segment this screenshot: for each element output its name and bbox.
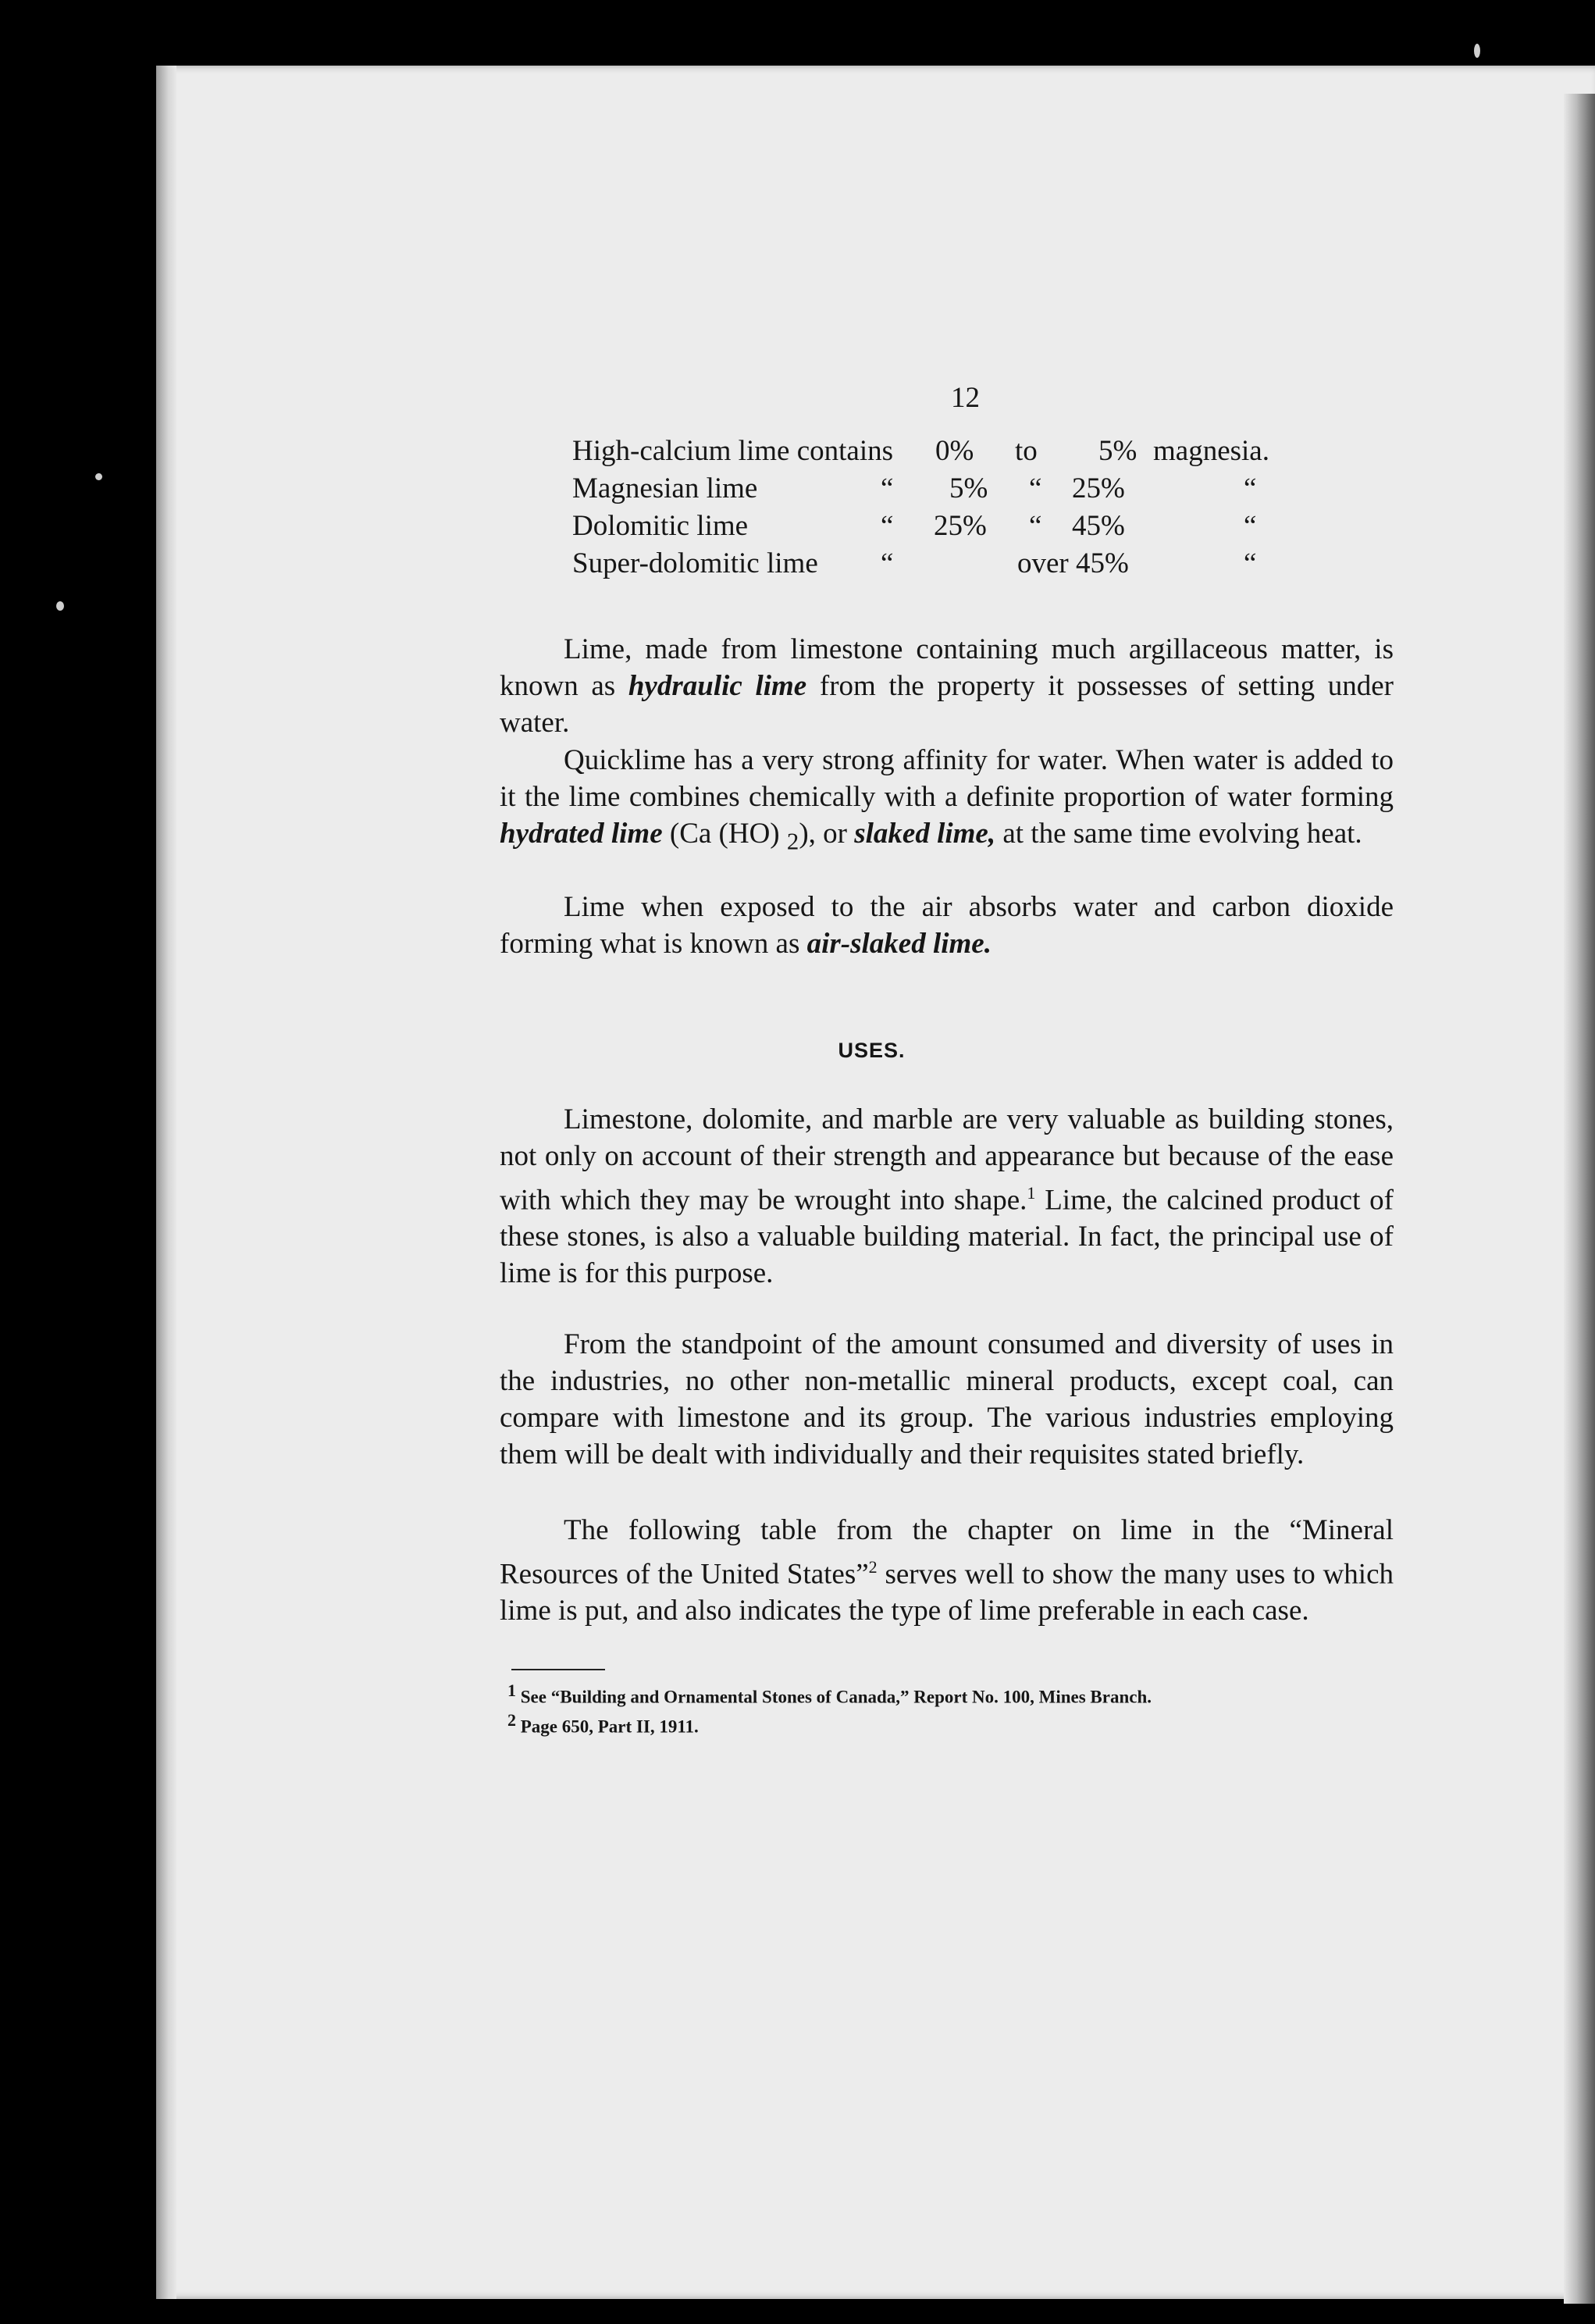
paragraph-text: Lime, made from limestone containing much argillaceous matter, is known as — [500, 633, 1394, 702]
footnote-ref: 2 — [868, 1557, 878, 1577]
footnote-ref: 1 — [1027, 1183, 1036, 1203]
footnote-text: Page 650, Part II, 1911. — [520, 1716, 699, 1737]
magnesia-from: 0% — [935, 435, 974, 467]
magnesia-from: 25% — [934, 510, 987, 542]
magnesia-to: 45% — [1072, 510, 1125, 542]
ditto-mark: “ — [1029, 472, 1042, 504]
page-number: 12 — [951, 382, 980, 414]
lime-type: High-calcium lime contains — [572, 435, 893, 467]
ditto-mark: “ — [881, 547, 894, 579]
italic-term: air-slaked lime. — [806, 928, 992, 960]
section-heading: USES. — [838, 1039, 906, 1062]
scan-speck — [56, 601, 64, 611]
paragraph-text: The following table from the chapter on lime in the “Mineral Resources of the United States” — [500, 1514, 1394, 1591]
footnotes — [507, 1679, 1397, 1738]
paragraph-hydraulic-lime — [500, 631, 1394, 741]
page-outer-edge — [1564, 94, 1595, 2304]
ditto-mark: “ — [881, 510, 894, 542]
italic-term: slaked lime, — [854, 818, 996, 850]
subscript: 2 — [786, 828, 799, 855]
paragraph-text: from the property it possesses of setting under water. — [500, 670, 1394, 739]
paragraph-air-slaked — [500, 889, 1394, 962]
magnesia-label: magnesia. — [1153, 435, 1269, 467]
paragraph-table-intro — [500, 1512, 1394, 1629]
paragraph-text: Limestone, dolomite, and marble are very valuable as building stones, not only on account of their strength and appearance but because of the ease with which they may be wrought into shape. — [500, 1103, 1394, 1217]
ditto-mark: “ — [881, 472, 894, 504]
ditto-mark: “ — [1244, 547, 1257, 579]
paragraph-text: Lime when exposed to the air absorbs water and carbon dioxide forming what is known as — [500, 891, 1394, 960]
magnesia-from: 5% — [949, 472, 988, 504]
magnesia-to: 25% — [1072, 472, 1125, 504]
paragraph-text: serves well to show the many uses to which lime is put, and also indicates the type of lime preferable in each case. — [500, 1558, 1394, 1627]
italic-term: hydraulic lime — [628, 670, 807, 702]
ditto-mark: “ — [1244, 472, 1257, 504]
scan-speck — [95, 473, 102, 480]
magnesia-over: over 45% — [1017, 547, 1129, 579]
paragraph-text: (Ca (HO) — [662, 818, 787, 850]
lime-type: Super-dolomitic lime — [572, 547, 818, 579]
italic-term: hydrated lime — [500, 818, 663, 850]
paragraph-text: Lime, the calcined product of these stones, is also a valuable building material. In fact, the principal use of lime is for this purpose. — [500, 1184, 1394, 1290]
paragraph-building-stones — [500, 1101, 1394, 1292]
footnote-divider — [511, 1669, 605, 1670]
paragraph-text: at the same time evolving heat. — [995, 818, 1362, 850]
footnote-mark: 1 — [507, 1681, 516, 1700]
paragraph-text: From the standpoint of the amount consumed and diversity of uses in the industries, no other non-metallic mineral products, except coal, can compare with limestone and its group. The various industries employing them will be dealt with individually and their requisites stated briefly. — [500, 1328, 1394, 1470]
magnesia-to: 5% — [1098, 435, 1138, 467]
footnote-2 — [507, 1709, 1397, 1738]
paragraph-text: Quicklime has a very strong affinity for water. When water is added to it the lime combines chemically with a definite proportion of water forming — [500, 744, 1394, 813]
range-word: to — [1015, 435, 1038, 467]
scan-speck — [1474, 44, 1480, 58]
ditto-mark: “ — [1029, 510, 1042, 542]
footnote-text: See “Building and Ornamental Stones of Canada,” Report No. 100, Mines Branch. — [520, 1687, 1152, 1707]
paragraph-industries — [500, 1326, 1394, 1473]
paragraph-quicklime — [500, 742, 1394, 860]
ditto-mark: “ — [1244, 510, 1257, 542]
page-gutter-edge — [156, 66, 176, 2299]
paragraph-text: ), or — [799, 818, 855, 850]
footnote-1 — [507, 1679, 1397, 1709]
lime-type: Magnesian lime — [572, 472, 758, 504]
lime-type: Dolomitic lime — [572, 510, 749, 542]
footnote-mark: 2 — [507, 1709, 516, 1730]
